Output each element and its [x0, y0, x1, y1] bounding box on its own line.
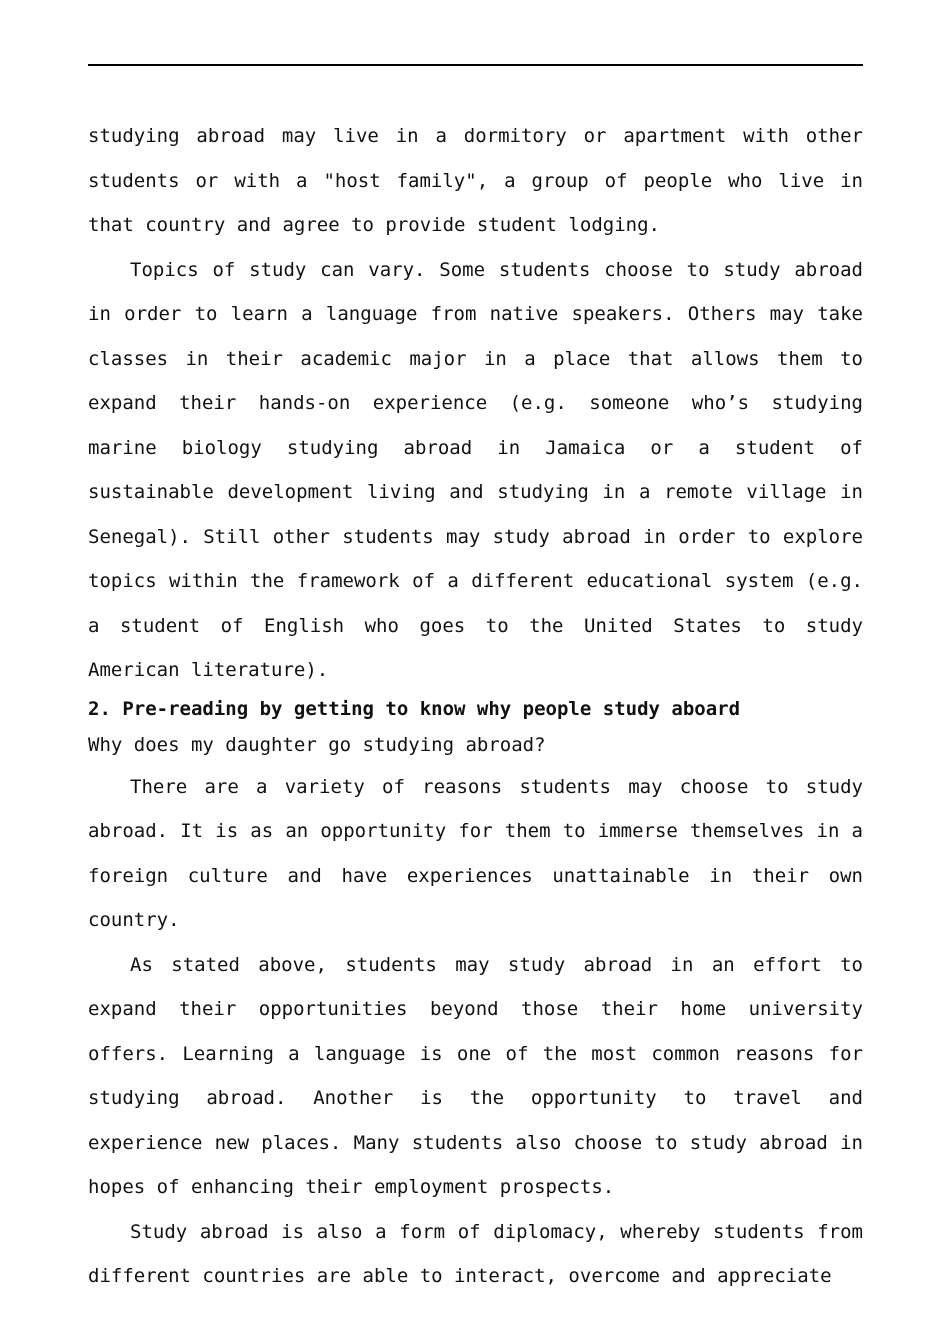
- paragraph-topics: Topics of study can vary. Some students choose to study abroad in order to learn a language from native speakers. Others may take classes in their academic major in a place that allows them to expand their hands-on experience (e.g. someone who’s studying marine biology studying abroad in Jamaica or a student of sustainable development living and studying in a remote village in Senegal). Still other students may study abroad in order to explore topics within the framework of a different educational system (e.g. a student of English who goes to the United States to study American literature).: [88, 258, 863, 681]
- header-rule: [88, 64, 863, 66]
- paragraph-intro: studying abroad may live in a dormitory or apartment with other students or with a "host family", a group of people who live in that country and agree to provide student lodging.: [88, 125, 863, 236]
- paragraph-opportunities: As stated above, students may study abroad in an effort to expand their opportunities beyond those their home university offers. Learning a language is one of the most common reasons for studying abroad. Another is the opportunity to travel and experience new places. Many students also choose to study abroad in hopes of enhancing their employment prospects.: [88, 953, 863, 1198]
- paragraph-diplomacy: Study abroad is also a form of diplomacy, whereby students from different countries are able to interact, overcome and appreciate: [88, 1220, 863, 1287]
- question-line: Why does my daughter go studying abroad?: [88, 733, 546, 756]
- section-heading: 2. Pre-reading by getting to know why people study aboard: [88, 697, 741, 720]
- document-body: [88, 114, 863, 1299]
- paragraph-reasons: There are a variety of reasons students may choose to study abroad. It is as an opportunity for them to immerse themselves in a foreign culture and have experiences unattainable in their own country.: [88, 775, 863, 931]
